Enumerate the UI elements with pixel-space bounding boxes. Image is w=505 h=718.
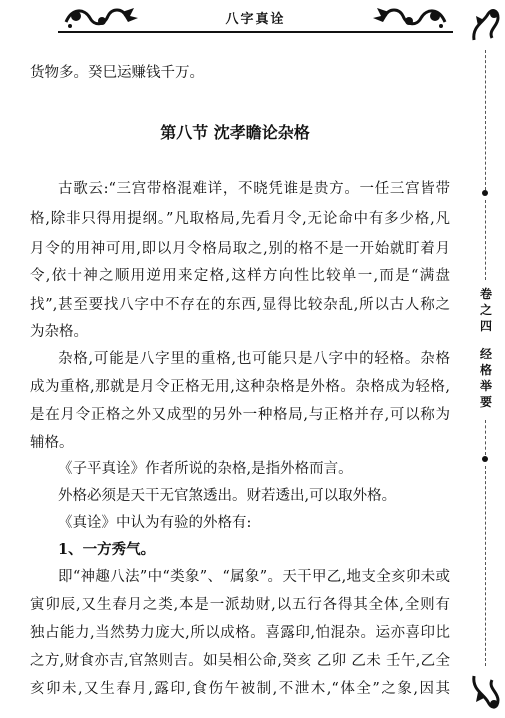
body-line: 独占能力,当然势力庞大,所以成格。喜露印,怕混杂。运亦喜印比 bbox=[30, 625, 450, 641]
page-header bbox=[58, 4, 453, 30]
body-line: 是在月令正格之外又成型的另外一种格局,与正格并存,可以称为 bbox=[30, 407, 450, 423]
margin-dashed-line-lower bbox=[485, 420, 486, 455]
margin-char: 举 bbox=[479, 379, 492, 393]
body-line: 货物多。癸巳运赚钱千万。 bbox=[30, 65, 204, 81]
margin-bullet-top bbox=[482, 190, 488, 196]
body-line: 格,除非只得用提纲。”凡取格局,先看月令,无论命中有多少格,凡 bbox=[30, 211, 450, 227]
dragon-corner-top-icon bbox=[470, 4, 502, 44]
body-line: 成为重格,那就是月令正格无用,这种杂格是外格。杂格成为轻格, bbox=[30, 379, 450, 395]
margin-char: 格 bbox=[479, 363, 492, 377]
header-rule bbox=[58, 31, 453, 33]
body-line: 为杂格。 bbox=[30, 324, 88, 340]
margin-char: 卷 bbox=[479, 287, 492, 301]
dragon-corner-bottom-icon bbox=[470, 672, 502, 716]
running-header-title: 八字真诠 bbox=[225, 12, 286, 27]
margin-char: 之 bbox=[479, 303, 492, 317]
body-line: 寅卯辰,又生春月之类,本是一派劫财,以五行各得其全体,全则有 bbox=[30, 597, 450, 613]
body-line: 外格必须是天干无官煞透出。财若透出,可以取外格。 bbox=[58, 488, 397, 504]
body-line: 辅格。 bbox=[30, 435, 74, 451]
body-line: 即“神趣八法”中“类象”、“属象”。天干甲乙,地支全亥卯未或 bbox=[58, 569, 450, 585]
body-line: 1、一方秀气。 bbox=[58, 541, 156, 558]
body-line: 《子平真诠》作者所说的杂格,是指外格而言。 bbox=[58, 461, 353, 477]
margin-dashed-line-bottom bbox=[485, 466, 486, 666]
margin-char: 四 bbox=[479, 319, 492, 333]
dragon-ornament-right-icon bbox=[369, 4, 449, 30]
body-line: 月令的用神可用,即以月令格局取之,别的格不是一开始就盯着月 bbox=[30, 241, 450, 257]
body-line: 古歌云:“三宫带格混难详，不晓凭谁是贵方。一任三宫皆带 bbox=[58, 181, 450, 197]
section-title: 第八节 沈孝瞻论杂格 bbox=[160, 123, 310, 142]
body-line: 亥卯未,又生春月,露印,食伤午被制,不泄木,“体全”之象,因其 bbox=[30, 681, 450, 697]
margin-char: 要 bbox=[479, 395, 492, 409]
margin-dashed-line-mid bbox=[485, 200, 486, 280]
body-line: 之方,财食亦吉,官煞则吉。如吴相公命,癸亥 乙卯 乙未 壬午,乙全 bbox=[30, 653, 450, 669]
margin-dashed-line-top bbox=[485, 50, 486, 190]
margin-char: 经 bbox=[479, 347, 492, 361]
margin-bullet-bottom bbox=[482, 456, 488, 462]
body-line: 令,依十神之顺用逆用来定格,这样方向性比较单一,而是“满盘 bbox=[30, 268, 450, 284]
body-line: 杂格,可能是八字里的重格,也可能只是八字中的轻格。杂格 bbox=[58, 351, 450, 367]
body-line: 《真诠》中认为有验的外格有: bbox=[58, 515, 252, 531]
body-line: 找”,甚至要找八字中不存在的东西,显得比较杂乱,所以古人称之 bbox=[30, 297, 450, 313]
margin-chapter-label bbox=[478, 286, 494, 410]
